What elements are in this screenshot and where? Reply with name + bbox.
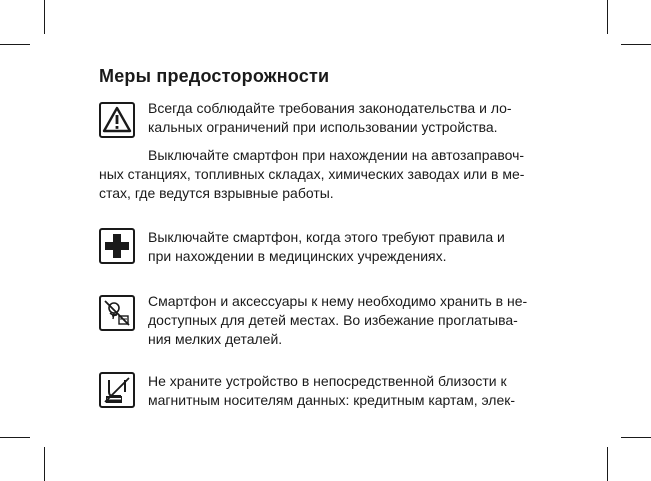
crop-mark-top-right-horizontal — [621, 44, 651, 45]
paragraph-gas-stations — [99, 146, 584, 203]
text-line: доступных для детей местах. Во избежание проглатыва- — [148, 312, 518, 328]
text-line: Всегда соблюдайте требования законодательства и ло- — [148, 100, 512, 116]
text-line: при нахождении в медицинских учреждениях. — [148, 248, 447, 264]
text-line: кальных ограничений при использовании устройства. — [148, 119, 498, 135]
crop-mark-bottom-right-vertical — [607, 447, 608, 481]
medical-cross-icon — [99, 228, 135, 264]
crop-mark-top-left-vertical — [44, 0, 45, 34]
text-line: ных станциях, топливных складах, химических заводах или в ме- — [99, 166, 525, 182]
paragraph-medical-facilities — [148, 228, 584, 266]
keep-away-from-children-icon — [99, 295, 135, 331]
page-title: Меры предосторожности — [99, 66, 330, 86]
text-line: магнитным носителям данных: кредитным картам, элек- — [148, 392, 516, 408]
text-line: Смартфон и аксессуары к нему необходимо хранить в не- — [148, 293, 528, 309]
warning-triangle-icon — [99, 102, 135, 138]
text-line: Выключайте смартфон, когда этого требуют правила и — [148, 229, 505, 245]
text-line: ния мелких деталей. — [148, 331, 283, 347]
crop-mark-bottom-left-horizontal — [0, 437, 30, 438]
no-magnetic-cards-icon — [99, 372, 135, 408]
crop-mark-bottom-right-horizontal — [621, 437, 651, 438]
paragraph-legal-requirements — [148, 99, 584, 137]
text-line: Не храните устройство в непосредственной близости к — [148, 373, 507, 389]
crop-mark-top-right-vertical — [607, 0, 608, 34]
text-line: стах, где ведутся взрывные работы. — [99, 185, 334, 201]
paragraph-magnetic-media — [148, 372, 584, 410]
crop-mark-top-left-horizontal — [0, 44, 30, 45]
paragraph-keep-from-children — [148, 292, 584, 349]
crop-mark-bottom-left-vertical — [44, 447, 45, 481]
text-line: Выключайте смартфон при нахождении на автозаправоч- — [148, 147, 525, 163]
